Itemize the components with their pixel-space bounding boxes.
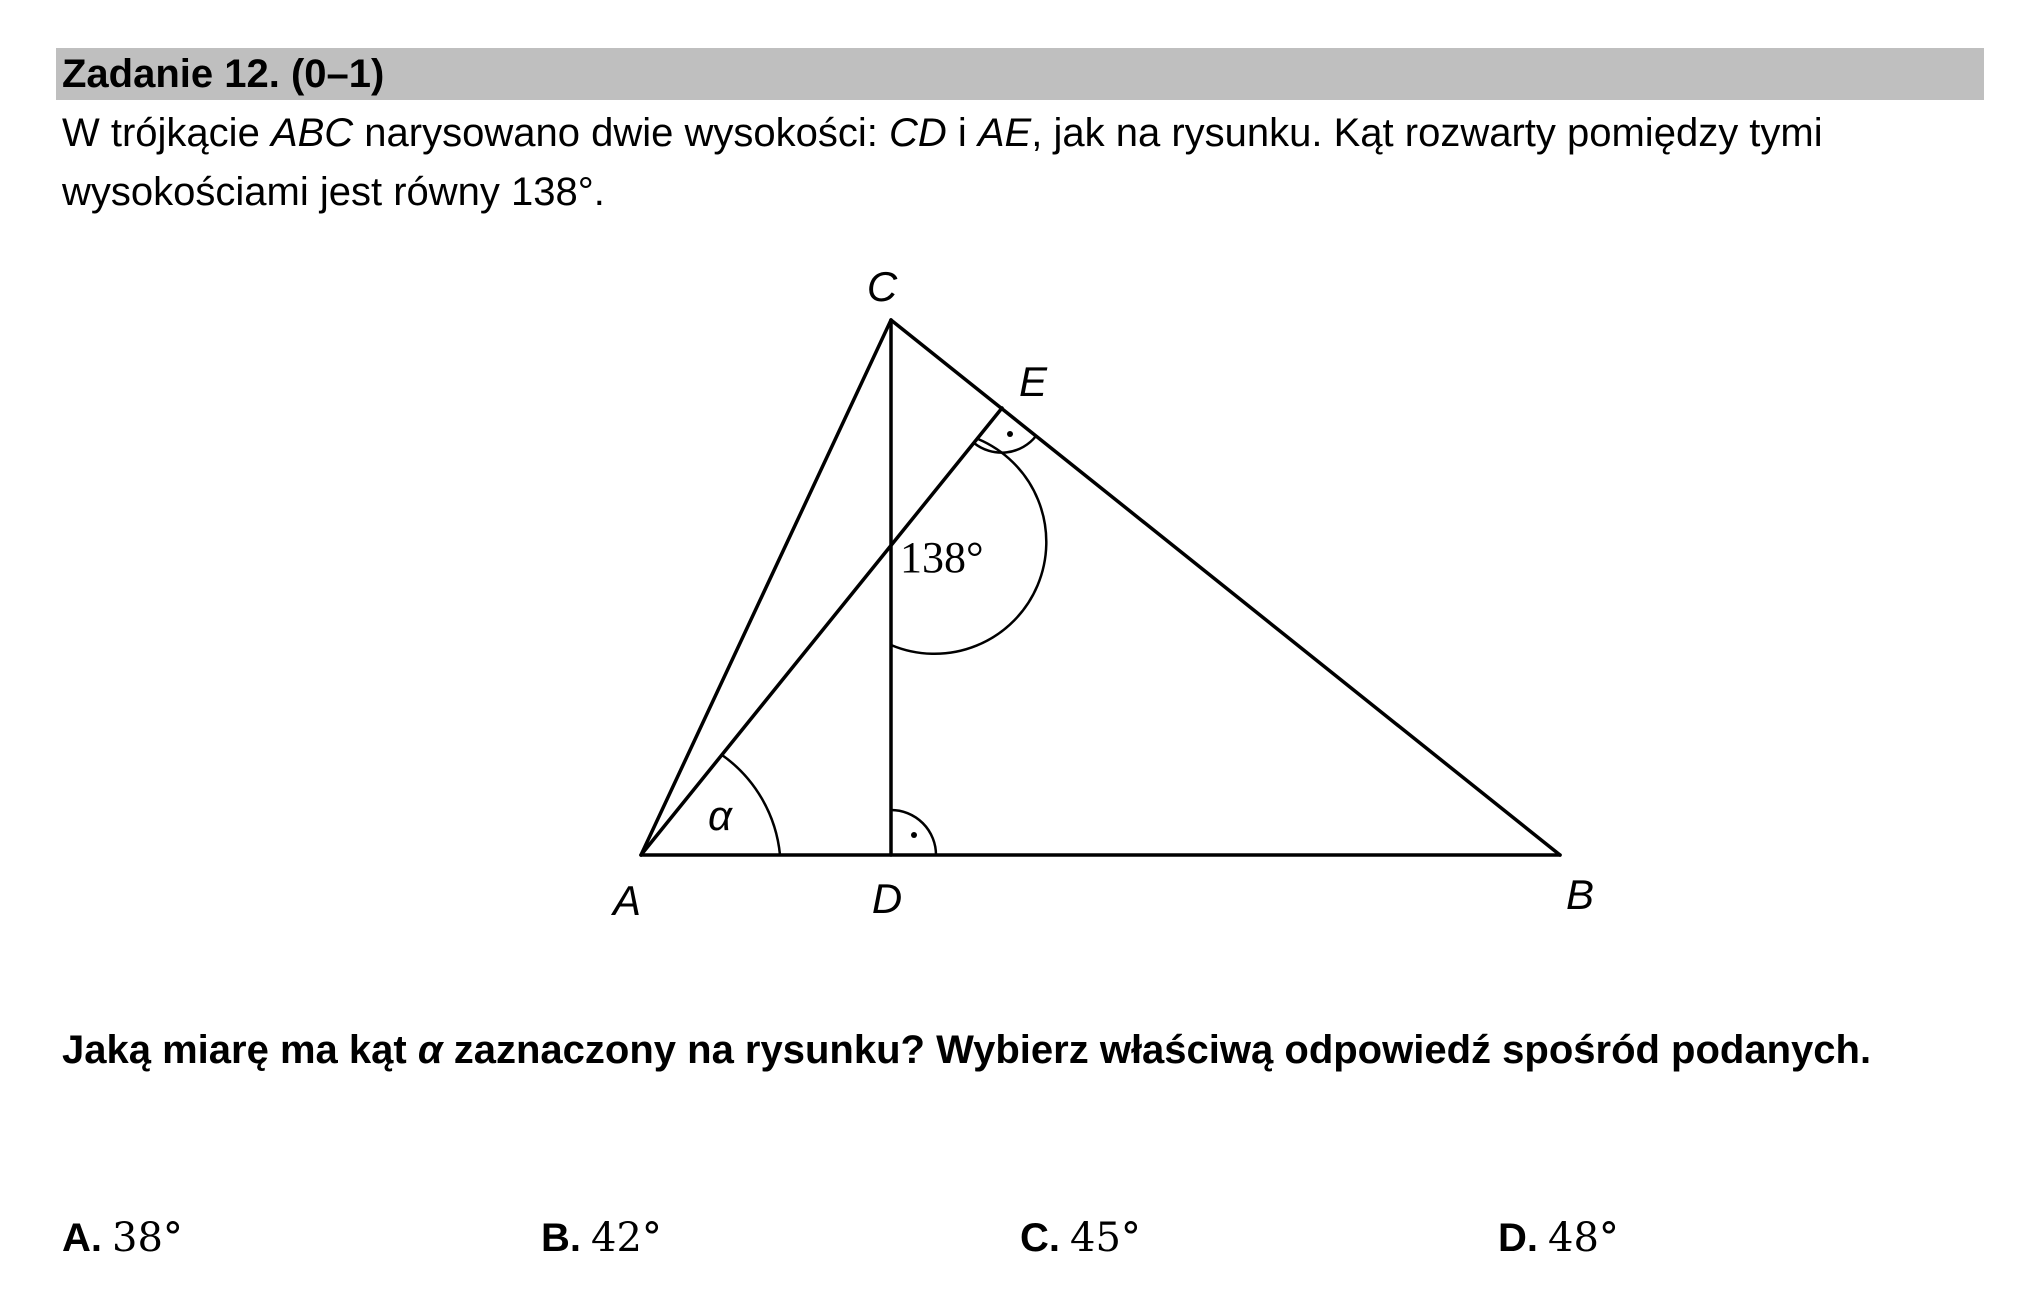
label-b: B bbox=[1565, 871, 1595, 918]
question-part-1: Jaką miarę ma kąt bbox=[62, 1028, 418, 1072]
task-header-bar bbox=[56, 48, 1984, 100]
answer-letter: B. bbox=[541, 1216, 581, 1260]
triangle-figure bbox=[560, 255, 1620, 935]
question-text bbox=[62, 1020, 1984, 1080]
answer-letter: C. bbox=[1020, 1216, 1060, 1260]
right-angle-arc-e bbox=[974, 436, 1036, 453]
answer-value: 42° bbox=[591, 1215, 662, 1261]
answer-letter: D. bbox=[1498, 1216, 1538, 1260]
label-e: E bbox=[1018, 358, 1048, 405]
task-intro bbox=[62, 104, 1992, 222]
label-alpha: α bbox=[708, 792, 732, 839]
intro-ae: AE bbox=[977, 111, 1032, 155]
answer-option-c[interactable] bbox=[1020, 1208, 1141, 1277]
task-title: Zadanie 12. (0–1) bbox=[62, 52, 385, 96]
intro-text-2: narysowano dwie wysokości: bbox=[353, 111, 889, 155]
label-c: C bbox=[866, 263, 898, 310]
answer-value: 38° bbox=[112, 1215, 183, 1261]
intro-text-3: i bbox=[946, 111, 978, 155]
answer-option-b[interactable] bbox=[541, 1208, 662, 1277]
right-angle-dot-e bbox=[1007, 431, 1013, 437]
intro-text-4: , jak na rysunku. Kąt rozwarty pomiędzy tymi wysokościami jest równy 138°. bbox=[62, 111, 1823, 214]
answer-options bbox=[0, 1208, 2036, 1268]
question-part-2: zaznaczony na rysunku? Wybierz właściwą odpowiedź spośród podanych. bbox=[442, 1028, 1872, 1072]
triangle-diagram bbox=[560, 255, 1620, 935]
answer-value: 48° bbox=[1548, 1215, 1619, 1261]
intro-abc: ABC bbox=[270, 111, 354, 155]
side-ac bbox=[641, 320, 891, 855]
right-angle-dot-d bbox=[911, 832, 917, 838]
answer-letter: A. bbox=[62, 1216, 102, 1260]
answer-option-a[interactable] bbox=[62, 1208, 183, 1277]
question-alpha: α bbox=[417, 1028, 443, 1072]
intro-cd: CD bbox=[888, 111, 947, 155]
intro-text-1: W trójkącie bbox=[62, 111, 271, 155]
label-a: A bbox=[612, 877, 642, 924]
answer-option-d[interactable] bbox=[1498, 1208, 1619, 1277]
angle-138-label: 138° bbox=[900, 533, 984, 582]
label-d: D bbox=[871, 875, 903, 922]
altitude-ae bbox=[641, 408, 1002, 855]
side-bc bbox=[891, 320, 1560, 855]
answer-value: 45° bbox=[1070, 1215, 1141, 1261]
